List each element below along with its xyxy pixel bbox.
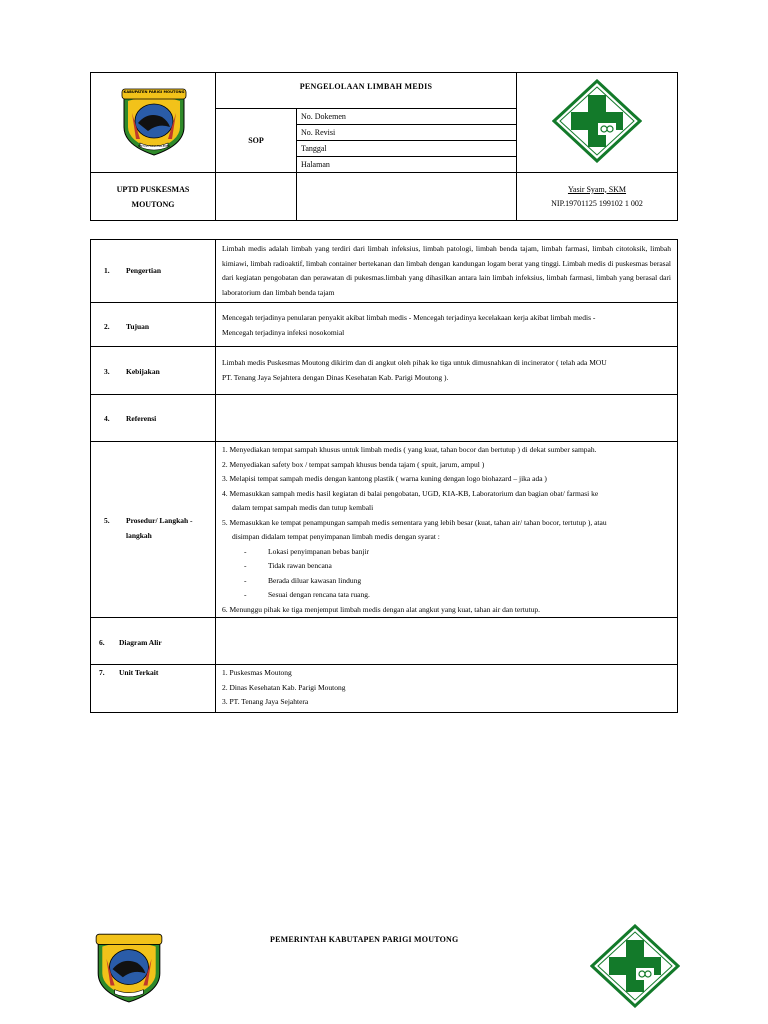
section-title: Diagram Alir <box>119 638 162 647</box>
section-label <box>91 442 216 618</box>
health-cross-logo-footer <box>590 924 680 1008</box>
section-title-cont: langkah <box>126 531 152 540</box>
section-number: 1. <box>104 266 110 275</box>
emblem-cell <box>91 73 216 173</box>
section-label <box>91 395 216 442</box>
section-content <box>216 665 678 713</box>
section-label <box>91 618 216 665</box>
section-number: 4. <box>104 414 110 423</box>
dash-bullet: - <box>244 575 247 585</box>
unit-item: 3. PT. Tenang Jaya Sejahtera <box>222 697 309 706</box>
procedure-step-cont: disimpan didalam tempat penyimpanan limbah medis dengan syarat : <box>232 532 440 541</box>
section-title: Unit Terkait <box>119 668 159 677</box>
section-title: Pengertian <box>126 266 161 275</box>
signature-cell <box>517 173 678 221</box>
section-title: Prosedur/ Langkah - <box>126 516 193 525</box>
section-content <box>216 240 678 303</box>
section-title: Kebijakan <box>126 367 160 376</box>
section-label <box>91 665 216 713</box>
condition-item: - Lokasi penyimpanan bebas banjir <box>222 545 671 560</box>
meta-no-revisi: No. Revisi <box>297 125 517 141</box>
dash-bullet: - <box>244 546 247 556</box>
section-number: 3. <box>104 367 110 376</box>
section-text: Limbah medis adalah limbah yang terdiri dari limbah infeksius, limbah patologi, limbah benda tajam, limbah farmasi, limbah citotoksik, limbah kimiawi, limbah radioaktif, limbah container bertekanan dan limbah dengan kandungan logam berat yang tinggi. Limbah medis di puskesmas berasal dari kegiatan pengobatan dan perawatan di pukesmas.limbah yang dihasilkan antara lain limbah infeksius, limbah farmasi, limbah yang berasal dari laboratorium dan limbah benda tajam <box>222 244 671 297</box>
section-text-line: Mencegah terjadinya penularan penyakit akibat limbah medis - Mencegah terjadinya kecelakaan kerja akibat limbah medis - <box>222 313 596 322</box>
page-title: PENGELOLAAN LIMBAH MEDIS <box>216 73 517 109</box>
dash-bullet: - <box>244 561 247 570</box>
blank-cell-2 <box>297 173 517 221</box>
dash-bullet: - <box>244 590 247 599</box>
procedure-step: 5. Memasukkan ke tempat penampungan sampah medis sementara yang lebih besar (kuat, tahan air/ tahan bocor, tertutup ), atau <box>222 517 607 527</box>
meta-tanggal: Tanggal <box>297 141 517 157</box>
condition-item: - Sesuai dengan rencana tata ruang. <box>222 588 671 603</box>
section-text-line: Limbah medis Puskesmas Moutong dikirim dan di angkut oleh pihak ke tiga untuk dimusnahkan di incinerator ( telah ada MOU <box>222 358 607 367</box>
section-content <box>216 303 678 347</box>
section-label <box>91 347 216 395</box>
section-title: Referensi <box>126 414 157 423</box>
signer-name: Yasir Syam, SKM <box>567 184 627 194</box>
cross-logo-cell <box>517 73 678 173</box>
procedure-step: 2. Menyediakan safety box / tempat sampah khusus benda tajam ( spuit, jarum, ampul ) <box>222 459 485 469</box>
meta-halaman: Halaman <box>297 157 517 173</box>
meta-no-dokumen: No. Dokemen <box>297 109 517 125</box>
section-number: 2. <box>104 322 110 331</box>
procedure-step: 6. Menunggu pihak ke tiga menjemput limbah medis dengan alat angkut yang kuat, tahan air dan tertutup. <box>222 604 541 614</box>
org-name-line2: MOUTONG <box>131 199 175 209</box>
section-row <box>91 240 678 303</box>
section-label <box>91 240 216 303</box>
section-content <box>216 395 678 442</box>
section-row <box>91 347 678 395</box>
header-table <box>90 72 678 221</box>
health-cross-logo <box>552 79 642 163</box>
blank-cell <box>216 173 297 221</box>
condition-item: - Tidak rawan bencana <box>222 559 671 574</box>
kabupaten-emblem-footer <box>90 928 168 1004</box>
section-row <box>91 618 678 665</box>
section-row <box>91 442 678 618</box>
sop-label: SOP <box>216 109 297 173</box>
org-name-line1: UPTD PUSKESMAS <box>116 184 190 194</box>
unit-item: 2. Dinas Kesehatan Kab. Parigi Moutong <box>222 682 346 692</box>
footer-title: PEMERINTAH KABUTAPEN PARIGI MOUTONG <box>270 935 459 944</box>
procedure-step-cont: dalam tempat sampah medis dan tutup kembali <box>232 503 374 512</box>
section-text-line: Mencegah terjadinya infeksi nosokomial <box>222 327 345 337</box>
section-label <box>91 303 216 347</box>
emblem-banner-text: KABUPATEN PARIGI MOUTONG <box>123 90 185 94</box>
procedure-step: 4. Memasukkan sampah medis hasil kegiatan di balai pengobatan, UGD, KIA-KB, Laboratorium dan bagian obat/ farmasi ke <box>222 488 599 498</box>
section-text-line: PT. Tenang Jaya Sejahtera dengan Dinas Kesehatan Kab. Parigi Moutong ). <box>222 372 449 382</box>
section-content <box>216 347 678 395</box>
section-title: Tujuan <box>126 322 150 331</box>
sop-table <box>90 239 678 713</box>
emblem-motto-text: SINTUVU LIMA MALEMBA <box>137 145 171 148</box>
section-content <box>216 618 678 665</box>
organization-cell <box>91 173 216 221</box>
unit-item: 1. Puskesmas Moutong <box>222 668 292 677</box>
section-row <box>91 303 678 347</box>
section-number: 6. <box>99 638 105 647</box>
section-row <box>91 665 678 713</box>
section-content <box>216 442 678 618</box>
signer-nip: NIP.19701125 199102 1 002 <box>551 198 643 208</box>
section-number: 5. <box>104 516 110 525</box>
section-row <box>91 395 678 442</box>
section-number: 7. <box>99 668 105 677</box>
procedure-step: 3. Melapisi tempat sampah medis dengan kantong plastik ( warna kuning dengan logo biohazard – jika ada ) <box>222 474 547 483</box>
procedure-step: 1. Menyediakan tempat sampah khusus untuk limbah medis ( yang kuat, tahan bocor dan bertutup ) di dekat sumber sampah. <box>222 445 597 454</box>
condition-item: - Berada diluar kawasan lindung <box>222 574 671 589</box>
